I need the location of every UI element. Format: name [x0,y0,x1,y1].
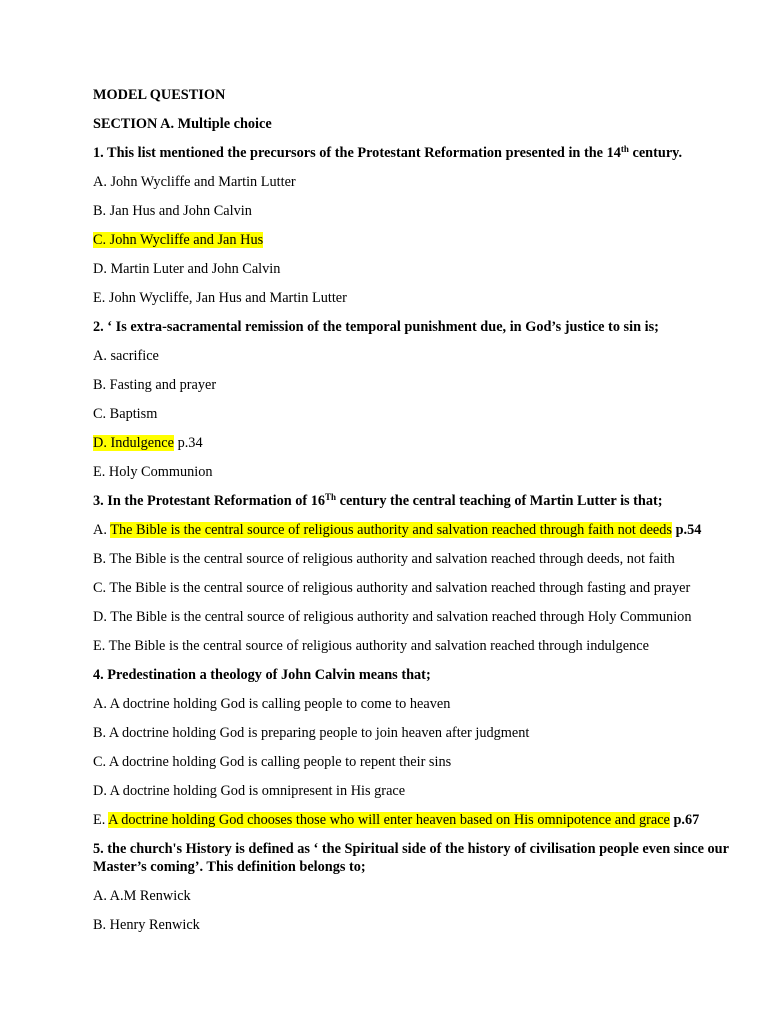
q1-option-a: A. John Wycliffe and Martin Lutter [93,174,296,190]
q3-option-e: E. The Bible is the central source of religious authority and salvation reached through indulgence [93,638,649,654]
document-page [93,86,761,945]
q3-option-a-letter: A. [93,522,111,538]
q4-option-e [93,811,761,829]
q2-option-e: E. Holy Communion [93,464,213,480]
question-4: 4. Predestination a theology of John Calvin means that; [93,667,431,683]
q2-option-d [93,434,761,452]
question-3-superscript: Th [325,492,337,502]
question-1-text: 1. This list mentioned the precursors of the Protestant Reformation presented in the 14 [93,145,621,161]
q3-option-c: C. The Bible is the central source of religious authority and salvation reached through fasting and prayer [93,580,691,596]
q3-option-b: B. The Bible is the central source of religious authority and salvation reached through deeds, not faith [93,551,675,567]
document-heading: MODEL QUESTION [93,87,226,103]
q4-page-reference: p.67 [669,812,700,828]
q2-option-c: C. Baptism [93,406,158,422]
q3-option-a-highlighted-answer: The Bible is the central source of religious authority and salvation reached through faith not deeds [110,522,672,538]
question-3 [93,492,761,510]
q1-option-c-highlighted-answer: C. John Wycliffe and Jan Hus [93,232,264,248]
question-3-text: 3. In the Protestant Reformation of 16 [93,493,326,509]
q3-option-a [93,521,761,539]
question-1-superscript: th [620,144,629,154]
question-2: 2. ‘ Is extra-sacramental remission of the temporal punishment due, in God’s justice to sin is; [93,319,659,335]
q1-option-b: B. Jan Hus and John Calvin [93,203,252,219]
q4-option-e-highlighted-answer: A doctrine holding God chooses those who will enter heaven based on His omnipotence and grace [108,812,670,828]
q4-option-e-letter: E. [93,812,109,828]
section-title: SECTION A. Multiple choice [93,116,272,132]
question-1 [93,144,761,162]
question-1-text-end: century. [628,145,683,161]
q1-option-e: E. John Wycliffe, Jan Hus and Martin Lutter [93,290,347,306]
q1-option-c [93,231,761,249]
q2-option-b: B. Fasting and prayer [93,377,217,393]
q1-option-d: D. Martin Luter and John Calvin [93,261,281,277]
q4-option-a: A. A doctrine holding God is calling people to come to heaven [93,696,451,712]
q4-option-d: D. A doctrine holding God is omnipresent in His grace [93,783,406,799]
q5-option-b: B. Henry Renwick [93,917,200,933]
q4-option-c: C. A doctrine holding God is calling people to repent their sins [93,754,452,770]
q2-option-d-highlighted-answer: D. Indulgence [93,435,174,451]
q3-option-d: D. The Bible is the central source of religious authority and salvation reached through Holy Communion [93,609,692,625]
q2-page-reference: p.34 [174,435,203,451]
question-3-text-end: century the central teaching of Martin Lutter is that; [336,493,663,509]
q3-page-reference: p.54 [672,522,702,538]
q2-option-a: A. sacrifice [93,348,159,364]
q5-option-a: A. A.M Renwick [93,888,191,904]
question-5: 5. the church's History is defined as ‘ the Spiritual side of the history of civilisation people even since our Master’s coming’. This definition belongs to; [93,841,729,875]
q4-option-b: B. A doctrine holding God is preparing people to join heaven after judgment [93,725,530,741]
